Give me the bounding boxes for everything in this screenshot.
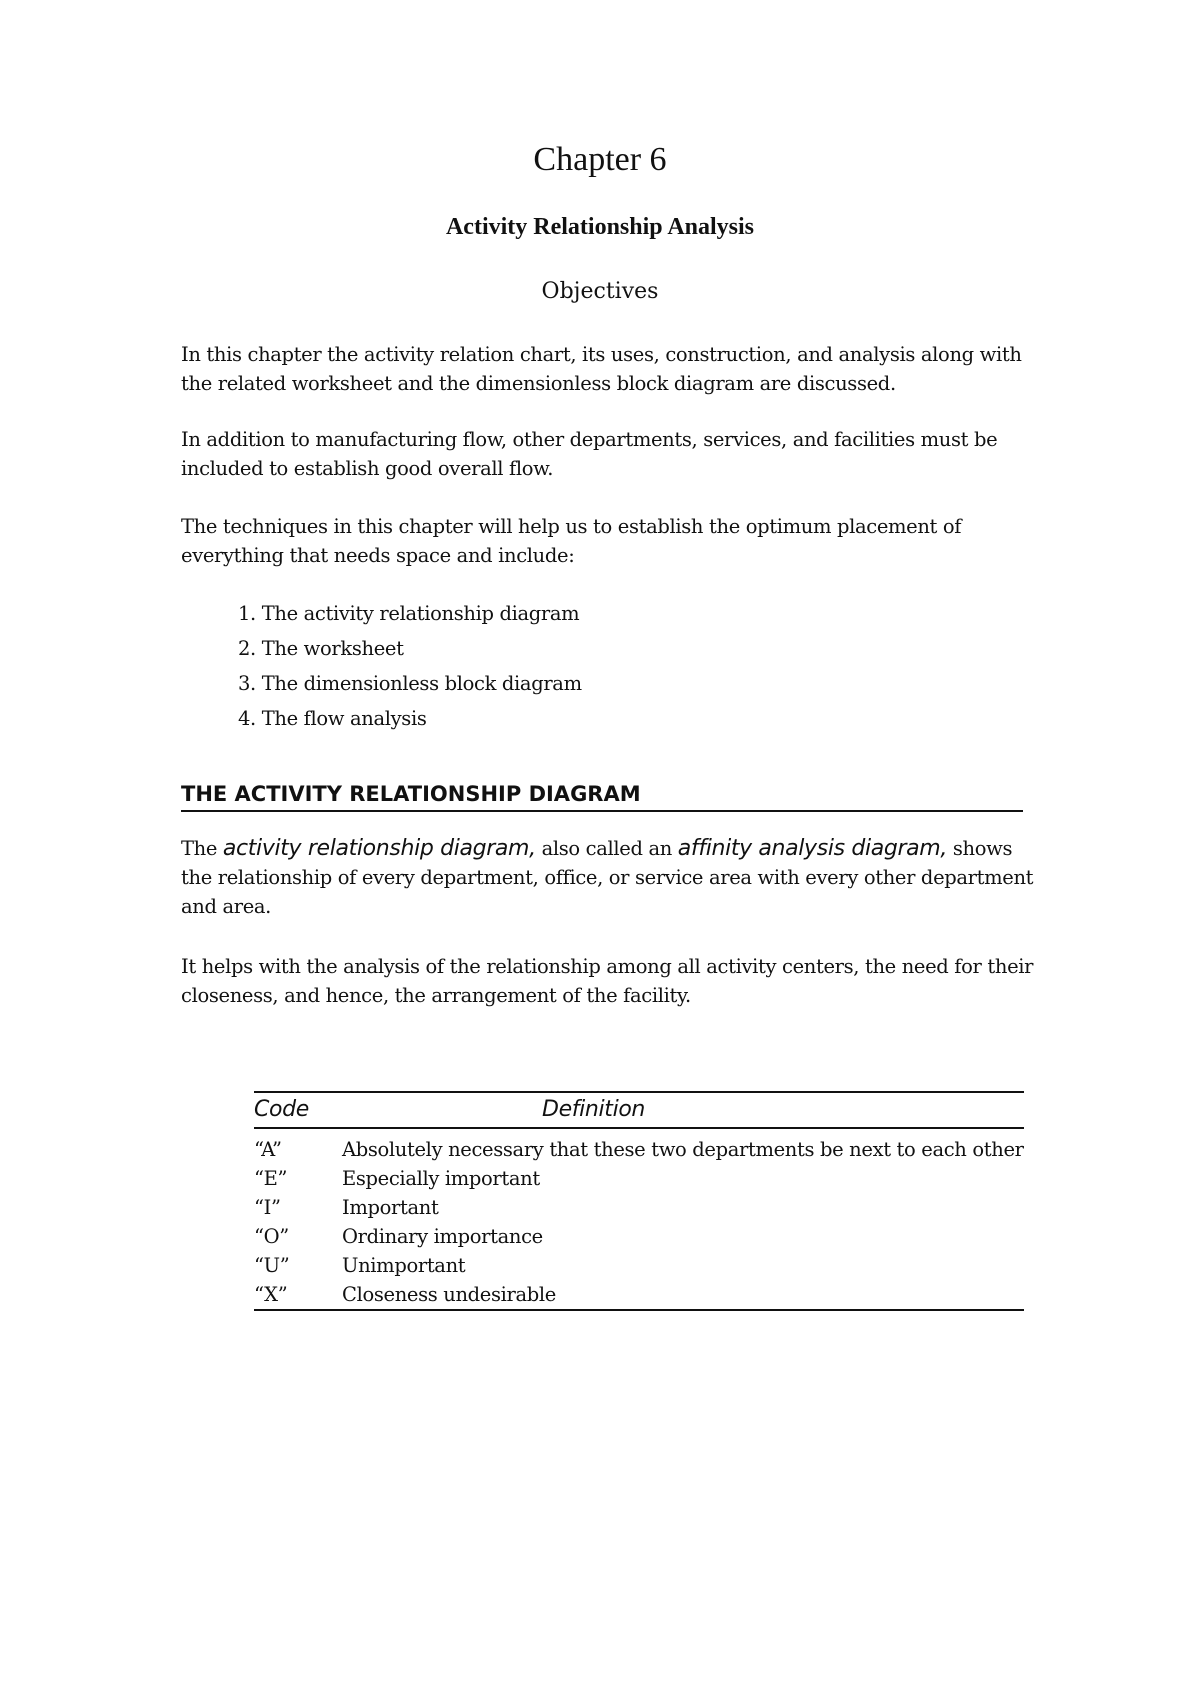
definition-cell: Unimportant [342,1254,466,1277]
table-row [254,1251,1024,1280]
list-item: 3. The dimensionless block diagram [238,672,582,695]
chapter-subtitle: Activity Relationship Analysis [445,214,755,240]
definition-column-header: Definition [542,1097,646,1122]
code-cell: “X” [254,1283,288,1306]
code-cell: “U” [254,1254,290,1277]
section-heading: THE ACTIVITY RELATIONSHIP DIAGRAM [181,780,1023,812]
definition-cell: Ordinary importance [342,1225,543,1248]
table-row [254,1280,1024,1310]
ard-tail-text: shows the relationship of every department, office, or service area with every other department and area. [181,837,1034,918]
definition-cell: Closeness undesirable [342,1283,556,1306]
code-cell: “E” [254,1167,288,1190]
definition-cell: Absolutely necessary that these two departments be next to each other [342,1138,1024,1161]
list-item: 2. The worksheet [238,637,404,660]
code-cell: “I” [254,1196,281,1219]
table-row [254,1128,1024,1164]
code-cell: “O” [254,1225,289,1248]
objectives-heading: Objectives [541,279,659,304]
ard-paragraph [181,834,1041,921]
techniques-paragraph: The techniques in this chapter will help us to establish the optimum placement of everything that needs space and include: [181,515,962,567]
closeness-code-table [254,1091,1024,1311]
closing-paragraph: It helps with the analysis of the relationship among all activity centers, the need for their closeness, and hence, the arrangement of the facility. [181,955,1034,1007]
table-row [254,1193,1024,1222]
flow-paragraph: In addition to manufacturing flow, other departments, services, and facilities must be included to establish good overall flow. [181,428,998,480]
table-header-row [254,1092,1024,1128]
ard-term-affinity-analysis: affinity analysis diagram, [677,836,948,861]
table-row [254,1222,1024,1251]
list-item: 4. The flow analysis [238,707,427,730]
code-column-header: Code [254,1097,309,1122]
ard-lead-text: The [181,837,223,860]
ard-middle-text: also called an [535,837,678,860]
techniques-list [238,596,582,736]
intro-paragraph: In this chapter the activity relation chart, its uses, construction, and analysis along with the related worksheet and the dimensionless block diagram are discussed. [181,343,1022,395]
table-row [254,1164,1024,1193]
ard-term-activity-relationship: activity relationship diagram, [222,836,536,861]
code-cell: “A” [254,1138,282,1161]
chapter-title: Chapter 6 [533,141,667,178]
list-item: 1. The activity relationship diagram [238,602,580,625]
definition-cell: Especially important [342,1167,540,1190]
definition-cell: Important [342,1196,439,1219]
